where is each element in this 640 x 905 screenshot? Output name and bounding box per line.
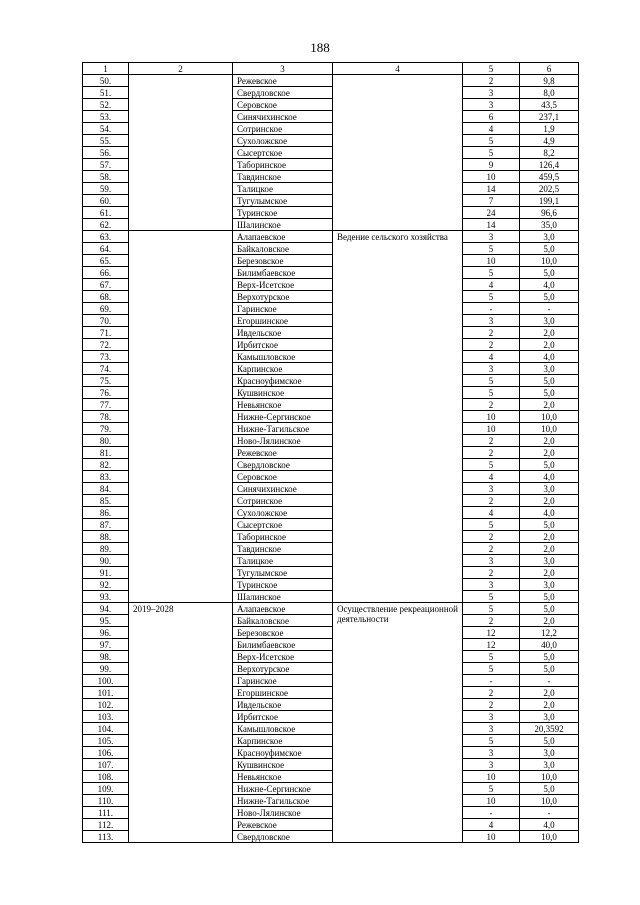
area-cell: 5,0 bbox=[520, 783, 579, 795]
header-cell: 1 bbox=[83, 63, 129, 75]
area-cell: 10,0 bbox=[520, 255, 579, 267]
row-number-cell: 62. bbox=[83, 219, 129, 231]
count-cell: 3 bbox=[463, 723, 520, 735]
forestry-name-cell: Билимбаевское bbox=[233, 639, 333, 651]
forestry-name-cell: Гаринское bbox=[233, 303, 333, 315]
count-cell: 5 bbox=[463, 387, 520, 399]
count-cell: 3 bbox=[463, 315, 520, 327]
area-cell: 3,0 bbox=[520, 579, 579, 591]
row-number-cell: 54. bbox=[83, 123, 129, 135]
count-cell: 10 bbox=[463, 255, 520, 267]
count-cell: 3 bbox=[463, 747, 520, 759]
area-cell: 2,0 bbox=[520, 339, 579, 351]
area-cell: 96,6 bbox=[520, 207, 579, 219]
row-number-cell: 109. bbox=[83, 783, 129, 795]
area-cell: 43,5 bbox=[520, 99, 579, 111]
count-cell: 4 bbox=[463, 123, 520, 135]
count-cell: 3 bbox=[463, 711, 520, 723]
count-cell: 4 bbox=[463, 507, 520, 519]
count-cell: 10 bbox=[463, 831, 520, 843]
forestry-name-cell: Нижне-Тагильское bbox=[233, 423, 333, 435]
row-number-cell: 84. bbox=[83, 483, 129, 495]
count-cell: 5 bbox=[463, 519, 520, 531]
period-cell bbox=[129, 75, 233, 231]
forestry-name-cell: Ирбитское bbox=[233, 339, 333, 351]
table-row bbox=[83, 231, 579, 243]
row-number-cell: 68. bbox=[83, 291, 129, 303]
count-cell: 5 bbox=[463, 603, 520, 615]
area-cell: 10,0 bbox=[520, 771, 579, 783]
row-number-cell: 51. bbox=[83, 87, 129, 99]
count-cell: 12 bbox=[463, 627, 520, 639]
area-cell: 2,0 bbox=[520, 699, 579, 711]
forestry-name-cell: Серовское bbox=[233, 99, 333, 111]
row-number-cell: 67. bbox=[83, 279, 129, 291]
area-cell: 10,0 bbox=[520, 423, 579, 435]
count-cell: 2 bbox=[463, 495, 520, 507]
area-cell: 35,0 bbox=[520, 219, 579, 231]
row-number-cell: 73. bbox=[83, 351, 129, 363]
area-cell: 5,0 bbox=[520, 651, 579, 663]
forestry-name-cell: Ивдельское bbox=[233, 699, 333, 711]
forestry-name-cell: Камышловское bbox=[233, 723, 333, 735]
area-cell: 5,0 bbox=[520, 267, 579, 279]
count-cell: 3 bbox=[463, 579, 520, 591]
row-number-cell: 63. bbox=[83, 231, 129, 243]
count-cell: 10 bbox=[463, 795, 520, 807]
area-cell: 5,0 bbox=[520, 663, 579, 675]
row-number-cell: 59. bbox=[83, 183, 129, 195]
count-cell: 3 bbox=[463, 363, 520, 375]
period-cell bbox=[129, 231, 233, 603]
row-number-cell: 100. bbox=[83, 675, 129, 687]
area-cell: 2,0 bbox=[520, 495, 579, 507]
forestry-name-cell: Свердловское bbox=[233, 831, 333, 843]
forestry-name-cell: Сотринское bbox=[233, 123, 333, 135]
forestry-name-cell: Нижне-Тагильское bbox=[233, 795, 333, 807]
count-cell: 5 bbox=[463, 267, 520, 279]
area-cell: 10,0 bbox=[520, 411, 579, 423]
forestry-name-cell: Березовское bbox=[233, 255, 333, 267]
area-cell: 4,0 bbox=[520, 471, 579, 483]
row-number-cell: 83. bbox=[83, 471, 129, 483]
forestry-name-cell: Серовское bbox=[233, 471, 333, 483]
count-cell: 2 bbox=[463, 543, 520, 555]
area-cell: - bbox=[520, 807, 579, 819]
area-cell: 1,9 bbox=[520, 123, 579, 135]
area-cell: 4,9 bbox=[520, 135, 579, 147]
forestry-name-cell: Тугулымское bbox=[233, 567, 333, 579]
count-cell: 3 bbox=[463, 99, 520, 111]
area-cell: 40,0 bbox=[520, 639, 579, 651]
count-cell: 2 bbox=[463, 435, 520, 447]
count-cell: 5 bbox=[463, 459, 520, 471]
row-number-cell: 110. bbox=[83, 795, 129, 807]
count-cell: 5 bbox=[463, 783, 520, 795]
area-cell: 5,0 bbox=[520, 519, 579, 531]
count-cell: 3 bbox=[463, 231, 520, 243]
forestry-name-cell: Ново-Лялинское bbox=[233, 807, 333, 819]
count-cell: 2 bbox=[463, 75, 520, 87]
header-cell: 3 bbox=[233, 63, 333, 75]
row-number-cell: 95. bbox=[83, 615, 129, 627]
forestry-name-cell: Свердловское bbox=[233, 87, 333, 99]
area-cell: 4,0 bbox=[520, 507, 579, 519]
row-number-cell: 57. bbox=[83, 159, 129, 171]
count-cell: 2 bbox=[463, 567, 520, 579]
forestry-name-cell: Таборинское bbox=[233, 531, 333, 543]
forestry-name-cell: Егоршинское bbox=[233, 687, 333, 699]
row-number-cell: 64. bbox=[83, 243, 129, 255]
page-number: 188 bbox=[310, 40, 330, 55]
count-cell: 2 bbox=[463, 615, 520, 627]
forestry-name-cell: Тавдинское bbox=[233, 543, 333, 555]
count-cell: 4 bbox=[463, 279, 520, 291]
forestry-name-cell: Сысертское bbox=[233, 519, 333, 531]
count-cell: 2 bbox=[463, 339, 520, 351]
count-cell: 4 bbox=[463, 351, 520, 363]
header-cell: 5 bbox=[463, 63, 520, 75]
area-cell: 237,1 bbox=[520, 111, 579, 123]
area-cell: 199,1 bbox=[520, 195, 579, 207]
forestry-name-cell: Синячихинское bbox=[233, 483, 333, 495]
area-cell: 4,0 bbox=[520, 351, 579, 363]
area-cell: 5,0 bbox=[520, 735, 579, 747]
row-number-cell: 97. bbox=[83, 639, 129, 651]
row-number-cell: 101. bbox=[83, 687, 129, 699]
count-cell: 4 bbox=[463, 819, 520, 831]
row-number-cell: 112. bbox=[83, 819, 129, 831]
forestry-name-cell: Режевское bbox=[233, 819, 333, 831]
area-cell: 2,0 bbox=[520, 543, 579, 555]
area-cell: 3,0 bbox=[520, 231, 579, 243]
forestry-name-cell: Режевское bbox=[233, 75, 333, 87]
row-number-cell: 105. bbox=[83, 735, 129, 747]
area-cell: 12,2 bbox=[520, 627, 579, 639]
row-number-cell: 77. bbox=[83, 399, 129, 411]
forestry-name-cell: Синячихинское bbox=[233, 111, 333, 123]
forestry-name-cell: Верхотурское bbox=[233, 663, 333, 675]
forestry-name-cell: Кушвинское bbox=[233, 387, 333, 399]
row-number-cell: 104. bbox=[83, 723, 129, 735]
count-cell: - bbox=[463, 303, 520, 315]
period-cell: 2019–2028 bbox=[129, 603, 233, 843]
area-cell: 2,0 bbox=[520, 447, 579, 459]
count-cell: 10 bbox=[463, 171, 520, 183]
count-cell: 9 bbox=[463, 159, 520, 171]
header-row bbox=[83, 63, 579, 75]
forestry-name-cell: Свердловское bbox=[233, 459, 333, 471]
area-cell: 5,0 bbox=[520, 591, 579, 603]
area-cell: 4,0 bbox=[520, 819, 579, 831]
forestry-name-cell: Алапаевское bbox=[233, 603, 333, 615]
count-cell: 5 bbox=[463, 291, 520, 303]
forestry-name-cell: Талицкое bbox=[233, 183, 333, 195]
row-number-cell: 106. bbox=[83, 747, 129, 759]
forestry-name-cell: Ивдельское bbox=[233, 327, 333, 339]
count-cell: 3 bbox=[463, 555, 520, 567]
row-number-cell: 52. bbox=[83, 99, 129, 111]
forestry-name-cell: Режевское bbox=[233, 447, 333, 459]
row-number-cell: 96. bbox=[83, 627, 129, 639]
forestry-name-cell: Ново-Лялинское bbox=[233, 435, 333, 447]
area-cell: 10,0 bbox=[520, 795, 579, 807]
count-cell: 2 bbox=[463, 531, 520, 543]
area-cell: 3,0 bbox=[520, 555, 579, 567]
forestry-name-cell: Егоршинское bbox=[233, 315, 333, 327]
count-cell: 14 bbox=[463, 183, 520, 195]
count-cell: 2 bbox=[463, 687, 520, 699]
forestry-name-cell: Тугулымское bbox=[233, 195, 333, 207]
area-cell: 5,0 bbox=[520, 375, 579, 387]
row-number-cell: 103. bbox=[83, 711, 129, 723]
forestry-name-cell: Карпинское bbox=[233, 735, 333, 747]
forestry-name-cell: Сухоложское bbox=[233, 507, 333, 519]
count-cell: 2 bbox=[463, 327, 520, 339]
area-cell: 126,4 bbox=[520, 159, 579, 171]
area-cell: 5,0 bbox=[520, 603, 579, 615]
area-cell: 2,0 bbox=[520, 567, 579, 579]
forestry-name-cell: Байкаловское bbox=[233, 615, 333, 627]
row-number-cell: 113. bbox=[83, 831, 129, 843]
forestry-name-cell: Сысертское bbox=[233, 147, 333, 159]
area-cell: 5,0 bbox=[520, 387, 579, 399]
count-cell: 2 bbox=[463, 699, 520, 711]
count-cell: 5 bbox=[463, 735, 520, 747]
row-number-cell: 72. bbox=[83, 339, 129, 351]
count-cell: 3 bbox=[463, 87, 520, 99]
count-cell: 2 bbox=[463, 399, 520, 411]
row-number-cell: 55. bbox=[83, 135, 129, 147]
row-number-cell: 99. bbox=[83, 663, 129, 675]
forestry-name-cell: Ирбитское bbox=[233, 711, 333, 723]
area-cell: 2,0 bbox=[520, 399, 579, 411]
row-number-cell: 78. bbox=[83, 411, 129, 423]
row-number-cell: 86. bbox=[83, 507, 129, 519]
forestry-name-cell: Шалинское bbox=[233, 219, 333, 231]
area-cell: - bbox=[520, 675, 579, 687]
row-number-cell: 60. bbox=[83, 195, 129, 207]
area-cell: 10,0 bbox=[520, 831, 579, 843]
forestry-name-cell: Гаринское bbox=[233, 675, 333, 687]
row-number-cell: 70. bbox=[83, 315, 129, 327]
table-row bbox=[83, 603, 579, 615]
row-number-cell: 61. bbox=[83, 207, 129, 219]
count-cell: 3 bbox=[463, 759, 520, 771]
area-cell: 4,0 bbox=[520, 279, 579, 291]
count-cell: 6 bbox=[463, 111, 520, 123]
area-cell: 5,0 bbox=[520, 291, 579, 303]
area-cell: 3,0 bbox=[520, 759, 579, 771]
forestry-name-cell: Таборинское bbox=[233, 159, 333, 171]
forestry-name-cell: Нижне-Сергинское bbox=[233, 411, 333, 423]
activity-type-cell: Осуществление рекреационной деятельности bbox=[333, 603, 463, 843]
row-number-cell: 85. bbox=[83, 495, 129, 507]
row-number-cell: 82. bbox=[83, 459, 129, 471]
row-number-cell: 92. bbox=[83, 579, 129, 591]
activity-type-cell: Ведение сельского хозяйства bbox=[333, 231, 463, 603]
row-number-cell: 87. bbox=[83, 519, 129, 531]
area-cell: - bbox=[520, 303, 579, 315]
area-cell: 2,0 bbox=[520, 615, 579, 627]
forestry-name-cell: Билимбаевское bbox=[233, 267, 333, 279]
forestry-name-cell: Нижне-Сергинское bbox=[233, 783, 333, 795]
row-number-cell: 71. bbox=[83, 327, 129, 339]
row-number-cell: 107. bbox=[83, 759, 129, 771]
header-cell: 4 bbox=[333, 63, 463, 75]
area-cell: 2,0 bbox=[520, 435, 579, 447]
area-cell: 3,0 bbox=[520, 747, 579, 759]
row-number-cell: 58. bbox=[83, 171, 129, 183]
area-cell: 3,0 bbox=[520, 483, 579, 495]
forestry-name-cell: Карпинское bbox=[233, 363, 333, 375]
count-cell: - bbox=[463, 807, 520, 819]
row-number-cell: 93. bbox=[83, 591, 129, 603]
area-cell: 202,5 bbox=[520, 183, 579, 195]
count-cell: 5 bbox=[463, 147, 520, 159]
row-number-cell: 65. bbox=[83, 255, 129, 267]
forestry-name-cell: Сотринское bbox=[233, 495, 333, 507]
forestry-name-cell: Сухоложское bbox=[233, 135, 333, 147]
count-cell: 24 bbox=[463, 207, 520, 219]
forestry-name-cell: Алапаевское bbox=[233, 231, 333, 243]
area-cell: 5,0 bbox=[520, 459, 579, 471]
count-cell: 12 bbox=[463, 639, 520, 651]
forestry-name-cell: Невьянское bbox=[233, 771, 333, 783]
row-number-cell: 90. bbox=[83, 555, 129, 567]
row-number-cell: 53. bbox=[83, 111, 129, 123]
count-cell: 5 bbox=[463, 591, 520, 603]
forestry-name-cell: Камышловское bbox=[233, 351, 333, 363]
count-cell: - bbox=[463, 675, 520, 687]
forest-use-table bbox=[82, 62, 579, 843]
count-cell: 5 bbox=[463, 651, 520, 663]
area-cell: 8,0 bbox=[520, 87, 579, 99]
area-cell: 8,2 bbox=[520, 147, 579, 159]
area-cell: 9,8 bbox=[520, 75, 579, 87]
forestry-name-cell: Талицкое bbox=[233, 555, 333, 567]
count-cell: 3 bbox=[463, 483, 520, 495]
count-cell: 2 bbox=[463, 447, 520, 459]
row-number-cell: 56. bbox=[83, 147, 129, 159]
count-cell: 5 bbox=[463, 243, 520, 255]
area-cell: 2,0 bbox=[520, 687, 579, 699]
row-number-cell: 80. bbox=[83, 435, 129, 447]
row-number-cell: 81. bbox=[83, 447, 129, 459]
forestry-name-cell: Кушвинское bbox=[233, 759, 333, 771]
count-cell: 5 bbox=[463, 663, 520, 675]
row-number-cell: 79. bbox=[83, 423, 129, 435]
forestry-name-cell: Туринское bbox=[233, 579, 333, 591]
forestry-name-cell: Невьянское bbox=[233, 399, 333, 411]
row-number-cell: 102. bbox=[83, 699, 129, 711]
area-cell: 20,3592 bbox=[520, 723, 579, 735]
table-body bbox=[83, 63, 579, 843]
row-number-cell: 108. bbox=[83, 771, 129, 783]
area-cell: 3,0 bbox=[520, 711, 579, 723]
header-cell: 6 bbox=[520, 63, 579, 75]
row-number-cell: 74. bbox=[83, 363, 129, 375]
row-number-cell: 88. bbox=[83, 531, 129, 543]
forestry-name-cell: Верх-Исетское bbox=[233, 651, 333, 663]
row-number-cell: 69. bbox=[83, 303, 129, 315]
area-cell: 3,0 bbox=[520, 315, 579, 327]
area-cell: 5,0 bbox=[520, 243, 579, 255]
forestry-name-cell: Верх-Исетское bbox=[233, 279, 333, 291]
header-cell: 2 bbox=[129, 63, 233, 75]
row-number-cell: 89. bbox=[83, 543, 129, 555]
activity-type-cell bbox=[333, 75, 463, 231]
area-cell: 3,0 bbox=[520, 363, 579, 375]
forestry-name-cell: Красноуфимское bbox=[233, 747, 333, 759]
row-number-cell: 76. bbox=[83, 387, 129, 399]
table-row bbox=[83, 75, 579, 87]
forestry-name-cell: Березовское bbox=[233, 627, 333, 639]
row-number-cell: 98. bbox=[83, 651, 129, 663]
area-cell: 2,0 bbox=[520, 327, 579, 339]
count-cell: 4 bbox=[463, 471, 520, 483]
row-number-cell: 66. bbox=[83, 267, 129, 279]
row-number-cell: 50. bbox=[83, 75, 129, 87]
forestry-name-cell: Туринское bbox=[233, 207, 333, 219]
count-cell: 10 bbox=[463, 411, 520, 423]
row-number-cell: 75. bbox=[83, 375, 129, 387]
count-cell: 10 bbox=[463, 771, 520, 783]
forestry-name-cell: Красноуфимское bbox=[233, 375, 333, 387]
forestry-name-cell: Байкаловское bbox=[233, 243, 333, 255]
count-cell: 10 bbox=[463, 423, 520, 435]
row-number-cell: 111. bbox=[83, 807, 129, 819]
forestry-name-cell: Верхотурское bbox=[233, 291, 333, 303]
area-cell: 2,0 bbox=[520, 531, 579, 543]
area-cell: 459,5 bbox=[520, 171, 579, 183]
row-number-cell: 91. bbox=[83, 567, 129, 579]
count-cell: 7 bbox=[463, 195, 520, 207]
count-cell: 5 bbox=[463, 375, 520, 387]
count-cell: 14 bbox=[463, 219, 520, 231]
count-cell: 5 bbox=[463, 135, 520, 147]
forestry-name-cell: Шалинское bbox=[233, 591, 333, 603]
row-number-cell: 94. bbox=[83, 603, 129, 615]
forestry-name-cell: Тавдинское bbox=[233, 171, 333, 183]
